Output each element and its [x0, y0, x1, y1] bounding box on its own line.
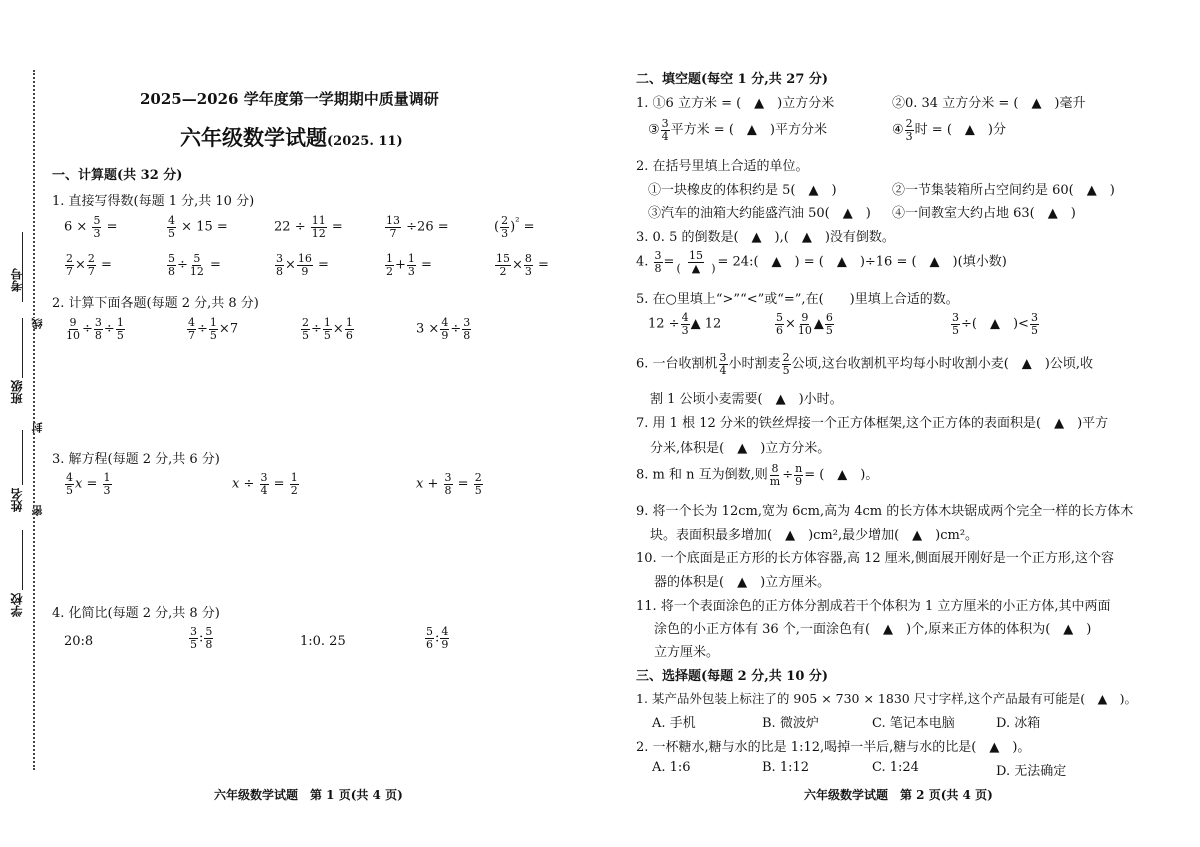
q2-item-4: 3 × $\frac{4}{9}$ ÷ $\frac{3}{8}$ [416, 316, 471, 342]
fill-q5b: $\frac{5}{6}$ × $\frac{9}{10}$ ▲ $\frac{6}{5}$ [776, 311, 833, 337]
q4-item-3: 1:0. 25 [300, 634, 346, 649]
fill-q8: 8. m 和 n 互为倒数,则 $\frac{8}{m}$ ÷ $\frac{n}{9}$ = ( ▲ )。 [636, 462, 879, 488]
fill-q7-cont: 分米,体积是( ▲ )立方分米。 [650, 441, 831, 456]
q1-item-6: $\frac{2}{7}$ × $\frac{2}{7}$ = [66, 252, 112, 278]
exam-title [180, 122, 403, 152]
fill-q1c: ③ $\frac{3}{4}$ 平方米 = ( ▲ )平方分米 [648, 117, 827, 143]
seal-mi-char: 密 [31, 505, 44, 516]
q1-item-1: 6 × $\frac{5}{3}$ = [64, 214, 118, 240]
page2-footer: 六年级数学试题 第 2 页(共 4 页) [804, 788, 993, 802]
fill-q2a: ①一块橡皮的体积约是 5( ▲ ) [648, 183, 837, 198]
seal-feng-char: 封 [31, 422, 44, 433]
name-blank [22, 430, 23, 485]
q4-item-4: $\frac{5}{6}$ : $\frac{4}{9}$ [426, 625, 449, 651]
q1-item-10: $\frac{15}{2}$ × $\frac{8}{3}$ = [496, 252, 549, 278]
fill-q1b: ②0. 34 立方分米 = ( ▲ )毫升 [892, 96, 1086, 111]
page1-footer: 六年级数学试题 第 1 页(共 4 页) [214, 788, 403, 802]
fill-q5c: $\frac{3}{5}$ ÷( ▲ )< $\frac{3}{5}$ [952, 311, 1038, 337]
fill-q10-cont: 器的体积是( ▲ )立方厘米。 [654, 575, 831, 590]
seal-line-char: 线 [31, 318, 44, 329]
fill-q6: 6. 一台收割机 $\frac{3}{4}$ 小时割麦 $\frac{2}{5}$ 公顷,这台收割机平均每小时收割小麦( ▲ )公顷,收 [636, 351, 1093, 377]
binding-dotted-line [33, 70, 35, 770]
fill-q2c: ③汽车的油箱大约能盛汽油 50( ▲ ) [648, 206, 871, 221]
choice-q2-option-c: C. 1:24 [872, 760, 919, 775]
fill-q1a: 1. ①6 立方米 = ( ▲ )立方分米 [636, 96, 835, 111]
fill-q7: 7. 用 1 根 12 分米的铁丝焊接一个正方体框架,这个正方体的表面积是( ▲ )平方 [636, 416, 1109, 431]
q3-item-3: x + $\frac{3}{8}$ = $\frac{2}{5}$ [416, 471, 482, 497]
exam-number-blank [22, 232, 23, 302]
school-label: 学校 [10, 593, 24, 617]
q3-item-1: $\frac{4}{5}$ x = $\frac{1}{3}$ [66, 471, 111, 497]
fill-q2d: ④一间教室大约占地 63( ▲ ) [892, 206, 1076, 221]
class-label: 班级 [10, 380, 24, 404]
fill-q9: 9. 将一个长为 12cm,宽为 6cm,高为 4cm 的长方体木块锯成两个完全一样的长方体木 [636, 504, 1134, 519]
choice-q1-option-a: A. 手机 [652, 716, 696, 731]
name-label: 姓名 [10, 488, 24, 512]
q1-item-5: ( $\frac{2}{3}$ )$^{^2}$ = [494, 214, 535, 240]
fill-q2: 2. 在括号里填上合适的单位。 [636, 159, 809, 174]
fill-q5a: 12 ÷ $\frac{4}{3}$ ▲ 12 [648, 311, 722, 337]
choice-q2-option-b: B. 1:12 [762, 760, 810, 775]
exam-header: 2025—2026 学年度第一学期期中质量调研 [140, 90, 439, 108]
q4-heading: 4. 化简比(每题 2 分,共 8 分) [52, 606, 220, 621]
q2-item-3: $\frac{2}{5}$ ÷ $\frac{1}{5}$ × $\frac{1}{6}$ [302, 316, 353, 342]
choice-q1-option-c: C. 笔记本电脑 [872, 716, 955, 731]
fill-q1d: ④ $\frac{2}{3}$ 时 = ( ▲ )分 [892, 117, 1006, 143]
fill-q11: 11. 将一个表面涂色的正方体分割成若干个体积为 1 立方厘米的小正方体,其中两面 [636, 599, 1111, 614]
q3-item-2: x ÷ $\frac{3}{4}$ = $\frac{1}{2}$ [232, 471, 298, 497]
fill-q11-cont2: 立方厘米。 [654, 645, 720, 660]
class-blank [22, 318, 23, 378]
title-text: 六年级数学试题 [180, 125, 327, 150]
choice-q1: 1. 某产品外包装上标注了的 905 × 730 × 1830 尺寸字样,这个产品最有可能是( ▲ )。 [636, 691, 1138, 706]
q4-item-1: 20:8 [64, 634, 94, 649]
choice-q1-option-b: B. 微波炉 [762, 716, 819, 731]
fill-q5: 5. 在○里填上“>”“<”或“=”,在( )里填上合适的数。 [636, 292, 959, 307]
q1-item-8: $\frac{3}{8}$ × $\frac{16}{9}$ = [276, 252, 329, 278]
q1-item-9: $\frac{1}{2}$ + $\frac{1}{3}$ = [386, 252, 432, 278]
q1-item-7: $\frac{5}{8}$ ÷ $\frac{5}{12}$ = [168, 252, 221, 278]
title-date: (2025. 11) [327, 134, 403, 149]
section-3-heading: 三、选择题(每题 2 分,共 10 分) [636, 669, 829, 684]
fill-q6-cont: 割 1 公顷小麦需要( ▲ )小时。 [650, 392, 843, 407]
q1-item-4: $\frac{13}{7}$ ÷26 = [386, 214, 449, 240]
q1-item-3: 22 ÷ $\frac{11}{12}$ = [274, 214, 343, 240]
section-1-heading: 一、计算题(共 32 分) [52, 168, 183, 183]
choice-q1-option-d: D. 冰箱 [996, 716, 1041, 731]
choice-q2: 2. 一杯糖水,糖与水的比是 1:12,喝掉一半后,糖与水的比是( ▲ )。 [636, 740, 1031, 755]
fill-q9-cont: 块。表面积最多增加( ▲ )cm²,最少增加( ▲ )cm²。 [650, 528, 979, 543]
q4-item-2: $\frac{3}{5}$ : $\frac{5}{8}$ [190, 625, 213, 651]
fill-q11-cont: 涂色的小正方体有 36 个,一面涂色有( ▲ )个,原来正方体的体积为( ▲ ) [654, 622, 1092, 637]
q2-item-2: $\frac{4}{7}$ ÷ $\frac{1}{5}$ ×7 [188, 316, 239, 342]
exam-number-label: 考号 [10, 268, 24, 292]
fill-q3: 3. 0. 5 的倒数是( ▲ ),( ▲ )没有倒数。 [636, 230, 895, 245]
q2-item-1: $\frac{9}{10}$ ÷ $\frac{3}{8}$ ÷ $\frac{1}{5}$ [66, 316, 124, 342]
fill-q4: 4. $\frac{3}{8}$ = 15 ( ▲ ) = 24:( ▲ ) = ( ▲ )÷16 = ( ▲ )(填小数) [636, 249, 1007, 275]
q2-heading: 2. 计算下面各题(每题 2 分,共 8 分) [52, 296, 259, 311]
q3-heading: 3. 解方程(每题 2 分,共 6 分) [52, 452, 220, 467]
choice-q2-option-d: D. 无法确定 [996, 764, 1067, 779]
school-blank [22, 530, 23, 590]
fill-q10: 10. 一个底面是正方形的长方体容器,高 12 厘米,侧面展开刚好是一个正方形,这个容 [636, 551, 1115, 566]
q1-item-2: $\frac{4}{5}$ × 15 = [168, 214, 228, 240]
fill-q2b: ②一节集装箱所占空间约是 60( ▲ ) [892, 183, 1115, 198]
section-2-heading: 二、填空题(每空 1 分,共 27 分) [636, 72, 829, 87]
q1-heading: 1. 直接写得数(每题 1 分,共 10 分) [52, 194, 255, 209]
choice-q2-option-a: A. 1:6 [652, 760, 691, 775]
